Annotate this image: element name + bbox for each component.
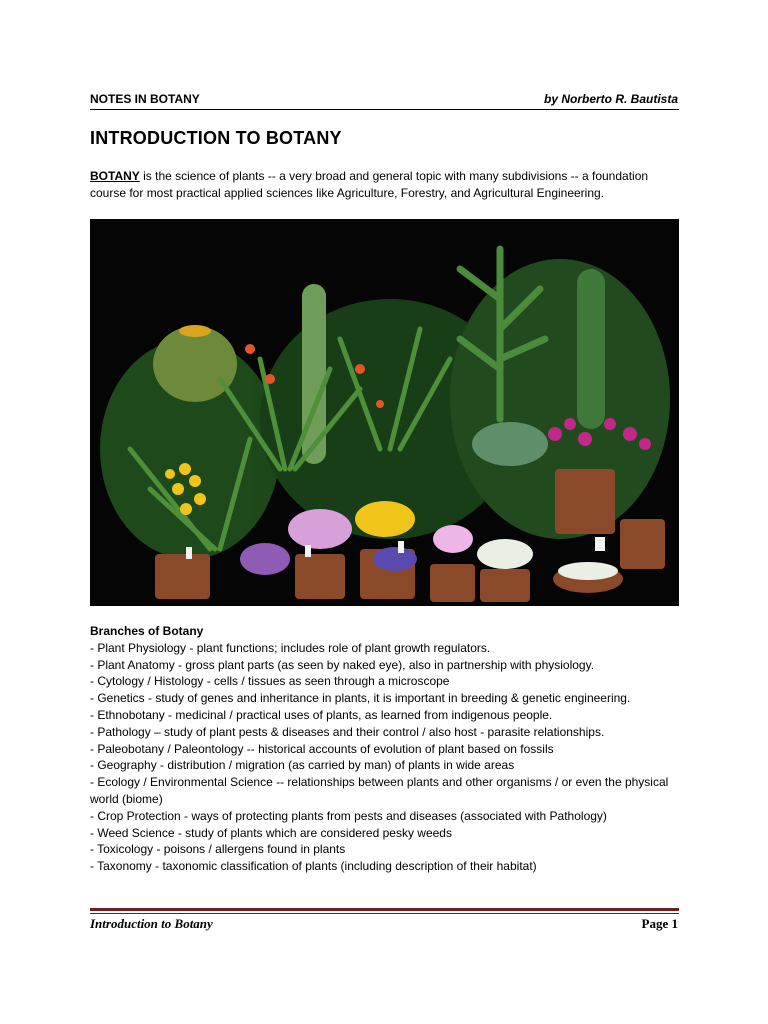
branch-item: - Toxicology - poisons / allergens found in plants [90,842,346,857]
branch-item: - Taxonomy - taxonomic classification of plants (including description of their habitat) [90,859,537,874]
potted-plants-collection-icon [90,219,679,606]
intro-text: is the science of plants -- a very broad and general topic with many subdivisions -- a foundation course for most practical applied sciences like Agriculture, Forestry, and Agricultural Engineering. [90,169,649,200]
header-left: NOTES IN BOTANY [90,92,200,106]
barrel-cactus [153,326,237,402]
footer-title: Introduction to Botany [90,916,213,931]
branch-item: - Genetics - study of genes and inheritance in plants, it is important in breeding & genetic engineering. [90,691,631,706]
footer-rule-thin [90,913,679,914]
branch-item: - Cytology / Histology - cells / tissues as seen through a microscope [90,674,450,689]
branch-item: - Weed Science - study of plants which are considered pesky weeds [90,825,452,840]
branch-item: - Paleobotany / Paleontology -- historical accounts of evolution of plant based on fossils [90,741,554,756]
branch-item: - Geography - distribution / migration (as carried by man) of plants in wide areas [90,758,515,773]
branches-section [90,623,682,875]
branches-title: Branches of Botany [90,624,204,638]
header-rule [90,109,679,110]
branch-item: - Crop Protection - ways of protecting plants from pests and diseases (associated with Pathology) [90,808,607,823]
page-number: Page 1 [641,916,678,931]
branch-item: - Plant Anatomy - gross plant parts (as seen by naked eye), also in partnership with physiology. [90,657,595,672]
footer-rule-thick [90,908,679,911]
plants-photo [90,219,679,606]
header-author: by Norberto R. Bautista [543,92,678,106]
intro-paragraph [90,168,680,202]
intro-term: BOTANY [90,169,140,183]
branch-item: - Ecology / Environmental Science -- relationships between plants and other organisms / or even the physical world (biome) [90,775,669,806]
branch-item: - Plant Physiology - plant functions; includes role of plant growth regulators. [90,640,491,655]
branch-item: - Ethnobotany - medicinal / practical uses of plants, as learned from indigenous people. [90,707,553,722]
page-title: INTRODUCTION TO BOTANY [90,128,342,148]
branch-item: - Pathology – study of plant pests & diseases and their control / also host - parasite relationships. [90,724,605,739]
